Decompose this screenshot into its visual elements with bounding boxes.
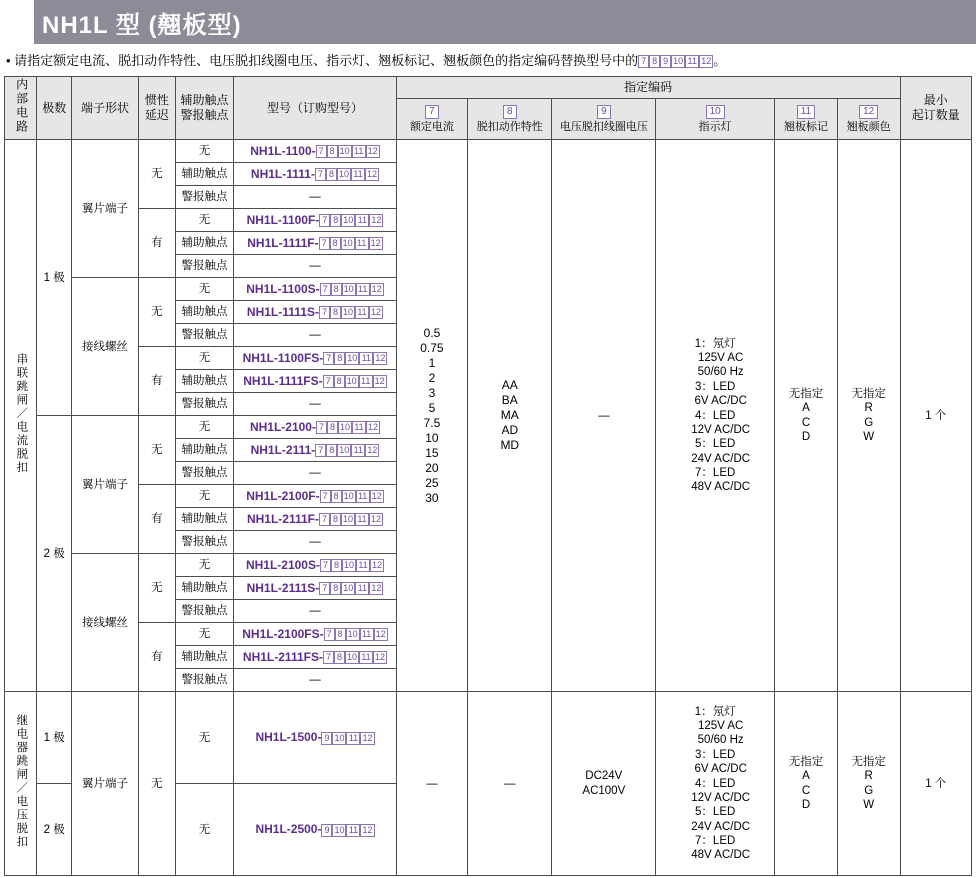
cell-voltage-coil-relay: DC24V AC100V [552, 692, 656, 876]
cell-indicator-series: 1：氖灯 125V AC 50/60 Hz 3：LED 6V AC/DC 4：LED 12V AC/DC 5：LED 24V AC/DC 7：LED 48V AC/DC [656, 140, 775, 692]
cell-poles-1: 1 极 [37, 140, 72, 416]
cell-model: NH1L-1111- 7 8 10 11 12 [234, 163, 397, 186]
cell-model: NH1L-2100- 7 8 10 11 12 [234, 416, 397, 439]
cell-terminal-blade: 翼片端子 [72, 692, 139, 876]
note-code-10: 10 [673, 55, 684, 66]
cell-inertia-no: 无 [139, 554, 176, 623]
header-rated-current: 7 额定电流 [396, 98, 467, 140]
code-chip-10: 10 [706, 105, 725, 119]
cell-contact: 无 [175, 784, 233, 876]
cell-contact: 无 [175, 554, 233, 577]
code-chip-12: 12 [859, 105, 878, 119]
page-header [0, 0, 976, 44]
header-indicator: 10 指示灯 [656, 98, 775, 140]
cell-model: — [234, 393, 397, 416]
cell-inertia-no: 无 [139, 140, 176, 209]
cell-contact: 辅助触点 [175, 301, 233, 324]
cell-rocker-color-series: 无指定 R G W [837, 140, 900, 692]
note-code-12: 12 [701, 55, 712, 66]
header-left-spacer [0, 0, 34, 44]
cell-rated-current-series: 0.5 0.75 1 2 3 5 7.5 10 15 20 25 30 [396, 140, 467, 692]
spec-note [0, 44, 976, 76]
cell-model: — [234, 324, 397, 347]
cell-trip-char-series: AA BA MA AD MD [468, 140, 552, 692]
cell-contact: 辅助触点 [175, 577, 233, 600]
code-chip-7: 7 [425, 105, 439, 119]
table-head [5, 77, 972, 140]
cell-model: NH1L-1111F- 7 8 10 11 12 [234, 232, 397, 255]
cell-voltage-coil-series: — [552, 140, 656, 692]
cell-rocker-mark-series: 无指定 A C D [775, 140, 838, 692]
cell-model: — [234, 462, 397, 485]
table-header-row-1 [5, 77, 972, 98]
cell-indicator-relay: 1：氖灯 125V AC 50/60 Hz 3：LED 6V AC/DC 4：LED 12V AC/DC 5：LED 24V AC/DC 7：LED 48V AC/DC [656, 692, 775, 876]
cell-model: NH1L-1500- 9 10 11 12 [234, 692, 397, 784]
cell-contact: 辅助触点 [175, 646, 233, 669]
cell-inertia-yes: 有 [139, 209, 176, 278]
note-text: • 请指定额定电流、脱扣动作特性、电压脱扣线圈电压、指示灯、翘板标记、翘板颜色的指定编码替换型号中的 [6, 53, 639, 68]
cell-contact: 无 [175, 347, 233, 370]
cell-terminal-screw: 接线螺丝 [72, 278, 139, 416]
cell-inertia-yes: 有 [139, 347, 176, 416]
cell-contact: 警报触点 [175, 669, 233, 692]
note-code-11: 11 [685, 55, 699, 68]
cell-contact: 警报触点 [175, 324, 233, 347]
cell-model: NH1L-1100FS- 7 8 10 11 12 [234, 347, 397, 370]
cell-model: NH1L-2111- 7 8 10 11 12 [234, 439, 397, 462]
cell-contact: 警报触点 [175, 393, 233, 416]
cell-contact: 无 [175, 140, 233, 163]
cell-min-order-relay: 1 个 [900, 692, 971, 876]
header-model: 型号（订购型号） [234, 77, 397, 140]
cell-model: NH1L-1100- 7 8 10 11 12 [234, 140, 397, 163]
note-suffix: 。 [713, 53, 727, 68]
cell-contact: 无 [175, 416, 233, 439]
header-inertia-delay: 惯性 延迟 [139, 77, 176, 140]
note-code-7: 7 [638, 55, 649, 68]
cell-contact: 警报触点 [175, 186, 233, 209]
cell-rocker-mark-relay: 无指定 A C D [775, 692, 838, 876]
code-chip-9: 9 [597, 105, 611, 119]
cell-model: — [234, 186, 397, 209]
cell-model: — [234, 600, 397, 623]
header-trip-char: 8 脱扣动作特性 [468, 98, 552, 140]
cell-contact: 辅助触点 [175, 508, 233, 531]
page-title: NH1L 型 (翹板型) [42, 11, 242, 39]
cell-model: NH1L-1111FS- 7 8 10 11 12 [234, 370, 397, 393]
cell-contact: 辅助触点 [175, 232, 233, 255]
cell-terminal-screw: 接线螺丝 [72, 554, 139, 692]
cell-model: NH1L-2100FS- 7 8 10 11 12 [234, 623, 397, 646]
cell-inertia-no: 无 [139, 416, 176, 485]
cell-model: — [234, 531, 397, 554]
header-rocker-color: 12 翘板颜色 [837, 98, 900, 140]
cell-model: NH1L-2100F- 7 8 10 11 12 [234, 485, 397, 508]
cell-contact: 辅助触点 [175, 370, 233, 393]
note-code-9: 9 [660, 55, 671, 68]
cell-model: NH1L-2100S- 7 8 10 11 12 [234, 554, 397, 577]
header-terminal-shape: 端子形状 [72, 77, 139, 140]
header-aux-alarm: 辅助触点 警报触点 [175, 77, 233, 140]
cell-model: NH1L-2111FS- 7 8 10 11 12 [234, 646, 397, 669]
cell-min-order-series: 1 个 [900, 140, 971, 692]
cell-contact: 无 [175, 209, 233, 232]
table-row [5, 140, 972, 163]
cell-poles: 2 极 [37, 784, 72, 876]
cell-internal-circuit-series: 串联跳闸／电流脱扣 [5, 140, 37, 692]
cell-inertia-yes: 有 [139, 623, 176, 692]
cell-contact: 无 [175, 278, 233, 301]
cell-model: NH1L-1100F- 7 8 10 11 12 [234, 209, 397, 232]
cell-terminal-blade: 翼片端子 [72, 416, 139, 554]
table-row [5, 692, 972, 784]
cell-contact: 无 [175, 692, 233, 784]
cell-trip-char-relay: — [468, 692, 552, 876]
header-internal-circuit: 内部电路 [5, 77, 37, 140]
header-voltage-coil: 9 电压脱扣线圈电压 [552, 98, 656, 140]
cell-poles-2: 2 极 [37, 416, 72, 692]
cell-contact: 警报触点 [175, 600, 233, 623]
header-poles: 极数 [37, 77, 72, 140]
cell-model: NH1L-2111F- 7 8 10 11 12 [234, 508, 397, 531]
cell-inertia: 无 [139, 692, 176, 876]
cell-inertia-yes: 有 [139, 485, 176, 554]
cell-inertia-no: 无 [139, 278, 176, 347]
code-chip-11: 11 [797, 105, 815, 119]
cell-model: NH1L-2111S- 7 8 10 11 12 [234, 577, 397, 600]
header-min-order: 最小 起订数量 [900, 77, 971, 140]
cell-rocker-color-relay: 无指定 R G W [837, 692, 900, 876]
header-rocker-mark: 11 翘板标记 [775, 98, 838, 140]
cell-contact: 辅助触点 [175, 163, 233, 186]
cell-contact: 警报触点 [175, 462, 233, 485]
cell-model: NH1L-1111S- 7 8 10 11 12 [234, 301, 397, 324]
cell-model: NH1L-2500- 9 10 11 12 [234, 784, 397, 876]
cell-contact: 辅助触点 [175, 439, 233, 462]
product-table [4, 76, 972, 876]
cell-rated-current-relay: — [396, 692, 467, 876]
cell-model: — [234, 255, 397, 278]
table-body [5, 140, 972, 876]
cell-internal-circuit-relay: 继电器跳闸／电压脱扣 [5, 692, 37, 876]
cell-contact: 无 [175, 485, 233, 508]
cell-contact: 无 [175, 623, 233, 646]
header-spec-code-group: 指定编码 [396, 77, 900, 98]
cell-model: — [234, 669, 397, 692]
cell-contact: 警报触点 [175, 531, 233, 554]
cell-model: NH1L-1100S- 7 8 10 11 12 [234, 278, 397, 301]
cell-contact: 警报触点 [175, 255, 233, 278]
cell-poles: 1 极 [37, 692, 72, 784]
cell-terminal-blade: 翼片端子 [72, 140, 139, 278]
note-code-8: 8 [649, 55, 660, 68]
code-chip-8: 8 [503, 105, 517, 119]
